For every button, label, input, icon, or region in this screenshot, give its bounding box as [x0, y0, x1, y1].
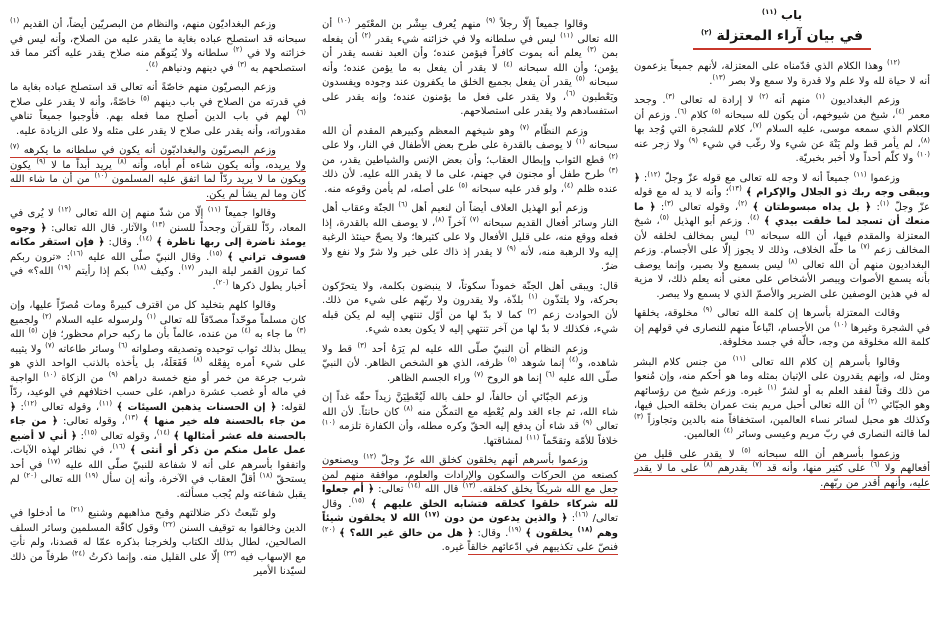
quran-quote: ﴿ أم جعلوا لله شركاء خلقوا كخلقه فتشابه الخلق عليهم ﴾: [322, 484, 618, 510]
text-run: وزعم النظّام $^{(٧)}$ وهو شيخهم المعظم وكبيرهم المقدم أن الله سبحانه $^{(١)}$ لا يوصف بالقدرة على طرح بعض الأطفال في النار، ولا على $^{(٢)}$ قطع الثواب وإبطال العقاب؛ وأن بعض الإنس والشياطين يقدر، من $^{(٣)}$ طرح طفل أو مجنون في جهنم، على ما لا يقدر الله عليه. لأن ذلك عنده ظلم $^{(٤)}$، ولو قدر عليه سبحانه $^{(٥)}$ على أصله، لم يأمن وقوعه منه.: [322, 123, 618, 195]
text-run: وزعموا $^{(١١)}$ جميعاً أنه لا وجه لله تعالى مع قوله عزّ وجلّ $^{(١٢)}$:: [639, 170, 900, 184]
text-run: وقالوا جميعاً إلّا رجلاً $^{(٩)}$ منهم يُعرف ببِشْر بن المعْتَمِر $^{(١٠)}$ أن الله تعالى $^{(١١)}$ ليس في سلطانه ولا في خزائنه شيء يقدر $^{(٢)}$ أن يفعله بمن $^{(٣)}$ يعلم أنه يموت كافراً فيؤمن عنده؛ وأن العبد نفسه يقدر أن يؤمن؛ وأن الله سبحانه $^{(٤)}$ لا يقدر أن يفعل به ما يؤمن عنده؛ وأنه سبحانه $^{(٥)}$ يقدر أن يفعل بجميع الخلق ما يكفرون عند وجوده ويفسدون ويَعْطبون $^{(٦)}$، ولا يقدر على فعل ما يؤمنون عنده؛ وإنه يقدر على استفسادهم ولا يقدر على استصلاحهم.: [322, 16, 619, 117]
quran-quote: ﴿ من جاء بالحسنة فله عشر أمثالها ﴾: [10, 416, 306, 442]
text-run: وقالوا كلهم بتخليد كل من اقترف كبيرةً ومات مُصرّاً عليها، وإن كان مسلماً موحّداً مصدّقاً لله تعالى $^{(١)}$ ولرسوله عليه السلام $^{(٢)}$ ولجميع $^{(٣)}$ ما جاء به $^{(٤)}$ من عنده، عالماً بأن ما ركبه حرام محظور؛ فإن $^{(٥)}$ الله يبطل بذلك ثواب توحيده وتصديقه وصلواته $^{(٦)}$ وسائر طاعاته $^{(٧)}$ ولا يثيبه على شيء أمره بِفِعْله $^{(٨)}$ فَفَعَلَهُ، بل يأخذه بالذنب الواحد الذي هو شرب جرعة من خمر أو منع خمسة دراهم $^{(٩)}$ من الزكاة $^{(١٠)}$ الواجبة في ماله أو غصب عشرة دراهم، على حسب اختلافهم في الوعيد، ردّاً لقوله:: [10, 300, 307, 413]
text-run: وزعم البغداديون $^{(١)}$ منهم أنه $^{(٢)}$ لا إرادة له تعالى $^{(٣)}$. وجحد معمر $^{(٤)}$، شيخ من شيوخهم، أن يكون لله سبحانه $^{(٥)}$ كلام $^{(٦)}$. وزعم أن الكلام الذي سمعه موسى، عليه السلام $^{(٧)}$، كلام للشجرة التي وُجد بها $^{(٨)}$، لم يأمر قط ولم يَنْهَ عن شيء ولا رغّب في شيء $^{(٩)}$ ولا زجر عنه $^{(١٠)}$ ولا كلّم أحداً ولا أخبر بخبريّة.: [634, 92, 930, 164]
text-run: $^{(١٣)}$؛ وأنه لا يد له مع قوله عزّ وجلّ $^{(١)}$:: [634, 184, 930, 213]
paragraph: [634, 307, 930, 351]
text-run: $^{(١٥)}$. وقال النبيّ صلّى الله عليه $^{(١٦)}$: «ترون ربكم كما ترون القمر ليلة البدر $^{(١٧)}$. وكيف $^{(١٨)}$ بكم إذا رأيتم $^{(١٩)}$ الله؟» في أخبار يطول ذكرها $^{(٢٠)}$.: [10, 249, 307, 292]
quran-quote: ﴿ ما منعك أن تسجد لما خلقت بيدي ﴾: [634, 201, 930, 227]
quran-quote: ﴿ من جاء بالحسنة فله خير منها ﴾: [10, 401, 306, 427]
quran-quote: ﴿ وجوه يومئذ ناضرة إلى ربها ناظرة ﴾: [10, 222, 307, 248]
paragraph: [322, 391, 618, 449]
quran-quote: ﴿ والذين يدعون من دون $^{(١٧)}$ الله لا يخلقون شيئاً وهم $^{(١٨)}$ يخلقون ﴾: [322, 510, 619, 539]
text-run: (٢٠): [322, 525, 335, 534]
left-column-text: [10, 18, 306, 580]
page-right: [634, 6, 930, 615]
text-run: قال الله $^{(١٤)}$ تعالى:: [374, 481, 463, 495]
paragraph: [10, 18, 306, 76]
quran-quote: ﴿ بل يداه مبسوطتان ﴾: [752, 201, 872, 213]
text-run: $^{(٤)}$. وزعم أبو الهذيل $^{(٥)}$، شيخ المعتزلة والمقدم فيها، أن الله سبحانه $^{(٦)}$ ليس بمخالف لخلقه لأن المخالف زعم $^{(٧)}$ ما حلّه الخلاف، وذلك لا يجوز إلّا على الأجسام. وزعم البغداديون منهم أن الله تعالى $^{(٨)}$ ليس بسميع ولا بصير، وإنما يوصف بأنه يسمع الأصوات ويبصر الأشخاص على معنى أنه يعلم ذلك، لا مزية له في هذين الوصفين على الضرير والأصمّ الذي لا يسمع ولا يبصر.: [634, 213, 930, 300]
paragraph: [10, 207, 306, 294]
text-run: قال: ويبقى أهل الجنّة خموداً سكوتاً، لا ينبضون بكلمة، ولا يتحرّكون بحركة، ولا يلتذّون $^{(١)}$ بلذّة، ولا يقدرون ولا ربّهم على شيء من ذلك. لأن الحوادث زعم $^{(٢)}$ كما لا بدّ لها من أوّل تنتهي إليه لم يكن قبله شيء، فكذلك لا بدّ لها من آخر تنتهي إليه لا يكون بعده شيء.: [322, 280, 618, 335]
paragraph: [634, 356, 930, 443]
paragraph: [634, 94, 930, 167]
text-run: وقالت المعتزلة بأسرها إن كلمة الله تعالى $^{(٩)}$ مخلوقة، يخلقها في الشجرة وغيرها $^{(١٠)}$ من الأجسام، اتّباعاً منهم للنصارى في قولهم إن كلمة الله مخلوقة من وجه، حالّة في جسد مخلوقة.: [633, 305, 930, 348]
paragraph: [634, 448, 930, 492]
paragraph: [322, 454, 618, 556]
quran-quote: ﴿ ويبقى وجه ربك ذو الجلال والإكرام ﴾: [634, 172, 930, 198]
text-run: $^{(٢)}$، وقوله تعالى $^{(٣)}$:: [655, 199, 748, 213]
text-run: $^{(١٩)}$. وقال:: [473, 525, 522, 539]
red-underlined-text: وزعموا بأسرهم أن الله سبحانه $^{(٥)}$ لا يقدر على قليل من أفعالهم ولا $^{(٦)}$ على كثير منها، وأنه قد $^{(٧)}$ يقدرهم $^{(٨)}$ على ما لا يقدر عليه، وأنهم أقدر من ربّهم.: [634, 446, 930, 489]
paragraph: [10, 144, 306, 202]
text-run: وزعم أبو الهذيل العلاف أيضاً أن لنعيم أهل $^{(٦)}$ الجنّة وعقاب أهل النار وسائر أفعال القديم سبحانه $^{(٧)}$ آخراً $^{(٨)}$، لا يوصف الله بالقدرة، إذا فعله ووقع منه، على قليل الأفعال ولا على كثيرها؛ ولا يصحّ حينئذ الرغبة إليه ولا الرهبة منه، لأنه $^{(٩)}$ لا يقدر إذ ذاك على خير ولا شرّ ولا نفع ولا ضرّ.: [322, 200, 618, 272]
red-underlined-text: وزعموا بأسرهم أنهم يخلقون كخلق الله عزّ وجلّ $^{(١٢)}$ ويصنعون كصنعه من الحركات والسكون والإرادات والعلوم، موافقة منهم لمن جعل مع الله شريكاً يخلق كخلقه. $^{(١٣)}$: [322, 452, 618, 495]
page-middle: [322, 6, 618, 615]
text-run: $^{(١١)}$، وقوله تعالى $^{(١٢)}$:: [15, 399, 113, 413]
paragraph: [634, 172, 930, 303]
quran-quote: ﴿ هل من خالق غير الله؟ ﴾: [339, 527, 474, 539]
text-run: وزعم النظام أن النبيّ صلّى الله عليه لم يَرَهُ أحد $^{(٣)}$ قط ولا شاهده، و$^{(٤)}$ إنما شوهد $^{(٥)}$ ظرفه، الذي هو الشخص الظاهر. لأن النبيّ صلّى الله عليه $^{(٦)}$ إنما هو الروح $^{(٧)}$ وراء الجسم الظاهر.: [322, 341, 618, 384]
chapter-heading: [634, 8, 930, 50]
right-column-text: [634, 60, 930, 491]
text-run: وقالوا جميعاً $^{(١١)}$ إلّا من شذّ منهم إن الله تعالى $^{(١٢)}$ لا يُرى في المعاد، ردّاً للقرآن وجحداً للسنن $^{(١٣)}$ والآثار. قال الله تعالى:: [10, 205, 306, 234]
text-run: $^{(١٢)}$ وهذا الكلام الذي قدّمناه على المعتزلة، لأنهم جميعاً يزعمون أنه لا حياة لله ولا علم ولا قدرة ولا سمع ولا بصر $^{(١٣)}$.: [634, 58, 930, 87]
paragraph: [10, 81, 306, 139]
text-run: $^{(١٣)}$، وقوله تعالى:: [57, 413, 138, 427]
paragraph: [322, 343, 618, 387]
text-run: وزعم البغداديّون منهم، والنظام من البصريّين أيضاً، أن القديم $^{(١)}$ سبحانه قد استصلح عباده بغاية ما يقدر عليه من الصلاح، وأنه ليس في خزائنه ولا في $^{(٢)}$ سلطانه ولا يُتوهّم منه صلاح يقدر عليه أكثر مما قد استصلحهم به $^{(٣)}$ في دينهم ودنياهم $^{(٤)}$.: [10, 16, 306, 74]
paragraph: [634, 60, 930, 89]
middle-column-text: [322, 18, 618, 556]
quran-quote: ﴿ إن الحسنات يذهبن السيئات ﴾: [116, 401, 277, 413]
chapter-title: في بيان آراء المعتزلة $^{(٢)}$: [693, 28, 871, 50]
text-run: وزعم الجبّائي أن حالفاً، لو حلف بالله لَيُعْطِيَنَّ زيداً حقّه غداً إن شاء الله، ثم جاء الغد ولم يُعْطِه مع التمكّن منه $^{(٨)}$ كان حانثاً. لأن الله تعالى $^{(٩)}$ قد شاء أن يدفع إليه الحقّ وكره مطله، وأن الكفارة تلزمه $^{(١٠)}$ خلافاً للأمّة وتقحّماً $^{(١١)}$ لمشاقتها.: [322, 392, 618, 447]
text-run: وزعم البصريّون منهم خاصّةً أنه تعالى قد استصلح عباده بغاية ما في قدرته من الصلاح في باب دينهم $^{(٥)}$ خاصّةً، وأنه لا يقدر على صلاح $^{(٦)}$ لهم في باب الدين أصلح مما فعله بهم. فأوجبوا جميعاً تناهي مقدوراته، وأنه يقدر على صلاح لا يقدر على مثله ولا على الزيادة عليه.: [10, 82, 307, 137]
text-run: غيره.: [441, 542, 468, 553]
text-run: وقالوا بأسرهم إن كلام الله تعالى $^{(١١)}$ من جنس كلام البشر ومثل له، وإنهم يقدرون على الإتيان بمثله وما هو أحكم منه، وإن مُنعوا من ذلك وقتاً لفقد العلم به أو لشرّ $^{(١)}$ غيره. وزعم شيخ من رؤسائهم وهو الجبّائي $^{(٢)}$ أن الله تعالى أحبل مريم بنت عمران بخلقه الحبل فيها، وكذلك هو محبل لسائر نساء العالمين، استخفافاً منه بالدين وتجاوزاً $^{(٣)}$ لما قالته النصارى في ربّ مريم وعيسى وسائر $^{(٤)}$ العالمين.: [634, 354, 931, 440]
paragraph: [322, 280, 618, 338]
page-left: [10, 6, 306, 615]
paragraph: [322, 202, 618, 275]
red-underlined-text: وزعم البصريّون والبغداديّون أنه يكون في سلطانه ما يكرهه $^{(٧)}$ ولا يريده، وأنه يكون شاءه أم أباه، وأنه $^{(٨)}$ يريد أبداً ما لا $^{(٩)}$ يكون ويكون ما لا يريد ردّاً لما اتفق عليه المسلمون $^{(١٠)}$ من أن ما شاء الله كان وما لم يشأ لم يكن.: [10, 142, 307, 200]
text-run: $^{(١٤)}$. وقال:: [104, 234, 153, 248]
chapter-bab: باب $^{(١١)}$: [761, 8, 803, 22]
text-run: $^{(١٤)}$، وقوله تعالى $^{(١٥)}$:: [76, 428, 170, 442]
paragraph: [322, 18, 618, 120]
text-run: $^{(١٥)}$. وقال تعالى/ $^{(١٦)}$:: [322, 496, 618, 524]
paragraph: [10, 507, 306, 580]
text-run: $^{(١٦)}$، في نظائر لهذه الآيات. واتفقوا بأسرهم على أنه لا شفاعة للنبيّ صلّى الله عليه $^{(١٧)}$ في أحد يستحقّ $^{(١٨)}$ أقلّ العقاب في الآخرة، وأنه إن سأل $^{(١٩)}$ الله تعالى $^{(٢٠)}$ لم يقبل شفاعته ولم يُجب مسألته.: [10, 442, 307, 500]
paragraph: [322, 125, 618, 198]
quran-quote: ﴿ فإن استقر مكانه فسوف تراني ﴾: [10, 237, 306, 263]
paragraph: [10, 299, 306, 502]
red-underlined-text: فنصّ على تكذيبهم في ادّعائهم خالقاً: [467, 542, 618, 553]
quran-quote: ﴿ أني لا أضيع عمل عامل منكم من ذكر أو أنثى ﴾: [10, 430, 306, 456]
text-run: ولو تتّبعتُ ذكر ضلالتهم وقبح مذاهبهم وشنيع $^{(٢١)}$ ما أدخلوا في الدين وخالفوا به توقيف السنن $^{(٢٢)}$ وقول كافّة المسلمين وسائر السلف الصالحين، لطال بذلك الكتاب ولخرجنا بذكره عمّا له قصدنا، ولم نأتِ مع الإسهاب فيه $^{(٢٣)}$ إلّا على القليل منه. وإنما ذكرتُ $^{(٢٤)}$ طرفاً من ذلك لسيّدنا الأمير: [10, 505, 306, 577]
